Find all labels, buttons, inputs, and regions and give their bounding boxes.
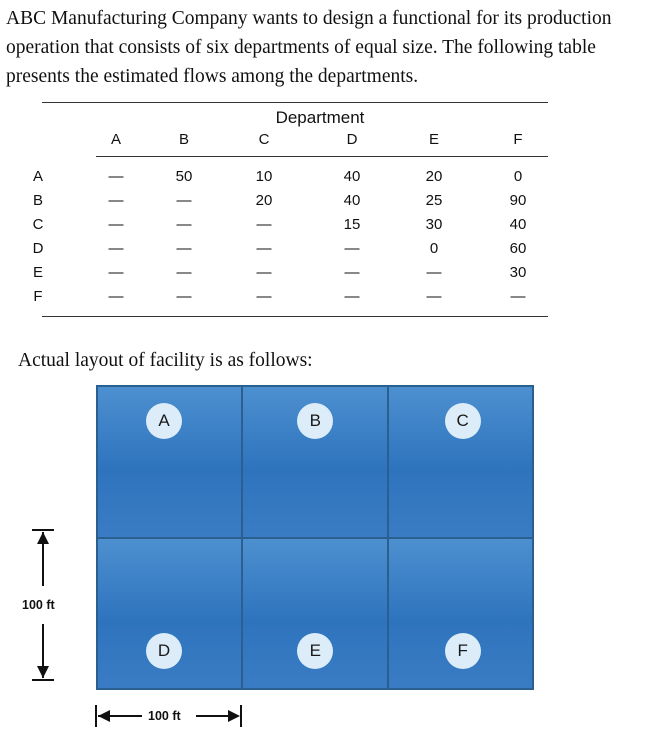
table-cell: 60 bbox=[509, 240, 527, 257]
column-header-c: C bbox=[258, 131, 270, 148]
table-cell: 40 bbox=[343, 192, 361, 209]
row-header-c: C bbox=[32, 216, 44, 233]
vertical-dimension-label: 100 ft bbox=[22, 598, 55, 612]
table-cell: — bbox=[510, 288, 526, 305]
department-bay-b bbox=[243, 387, 386, 537]
bay-label-f: F bbox=[445, 633, 481, 669]
facility-layout-grid bbox=[96, 385, 534, 690]
table-cell: — bbox=[176, 264, 192, 281]
row-header-e: E bbox=[32, 264, 43, 281]
table-cell: — bbox=[176, 240, 192, 257]
table-cell: — bbox=[176, 216, 192, 233]
department-bay-c bbox=[389, 387, 532, 537]
table-cell: 20 bbox=[255, 192, 273, 209]
department-bay-e bbox=[243, 539, 386, 689]
table-cell: 40 bbox=[343, 168, 361, 185]
table-header-rule bbox=[96, 156, 548, 157]
bay-label-d: D bbox=[146, 633, 182, 669]
table-cell: — bbox=[256, 264, 272, 281]
table-cell: — bbox=[344, 264, 360, 281]
column-header-f: F bbox=[513, 131, 523, 148]
table-cell: — bbox=[256, 216, 272, 233]
table-cell: — bbox=[108, 216, 124, 233]
column-header-d: D bbox=[346, 131, 358, 148]
table-cell: — bbox=[426, 288, 442, 305]
table-cell: — bbox=[344, 240, 360, 257]
table-top-rule bbox=[42, 102, 548, 103]
row-header-a: A bbox=[32, 168, 43, 185]
table-cell: — bbox=[108, 240, 124, 257]
department-bay-f bbox=[389, 539, 532, 689]
table-cell: — bbox=[176, 192, 192, 209]
table-cell: 30 bbox=[425, 216, 443, 233]
problem-statement: ABC Manufacturing Company wants to design a functional for its production operation that consists of six departments of equal size. The following table presents the estimated flows among the departments. bbox=[6, 8, 612, 87]
table-bottom-rule bbox=[42, 316, 548, 317]
column-header-e: E bbox=[428, 131, 439, 148]
table-cell: — bbox=[108, 288, 124, 305]
table-cell: 20 bbox=[425, 168, 443, 185]
row-header-f: F bbox=[33, 288, 43, 305]
table-super-header: Department bbox=[275, 108, 365, 127]
vertical-dimension-arrow-down-icon bbox=[30, 620, 56, 682]
bay-label-e: E bbox=[297, 633, 333, 669]
layout-caption: Actual layout of facility is as follows: bbox=[18, 350, 313, 371]
table-cell: — bbox=[256, 240, 272, 257]
table-cell: 15 bbox=[343, 216, 361, 233]
table-cell: 0 bbox=[429, 240, 439, 257]
table-cell: 0 bbox=[513, 168, 523, 185]
horizontal-dimension-arrow-right-icon bbox=[194, 703, 244, 729]
vertical-dimension-arrow-up-icon bbox=[30, 528, 56, 590]
column-header-b: B bbox=[178, 131, 189, 148]
horizontal-dimension-arrow-left-icon bbox=[94, 703, 144, 729]
row-header-b: B bbox=[32, 192, 43, 209]
table-cell: — bbox=[344, 288, 360, 305]
department-bay-a bbox=[98, 387, 241, 537]
table-cell: — bbox=[108, 264, 124, 281]
table-cell: 10 bbox=[255, 168, 273, 185]
table-cell: — bbox=[108, 168, 124, 185]
table-cell: 30 bbox=[509, 264, 527, 281]
column-header-a: A bbox=[110, 131, 121, 148]
table-cell: 25 bbox=[425, 192, 443, 209]
bay-label-a: A bbox=[146, 403, 182, 439]
table-cell: — bbox=[426, 264, 442, 281]
row-header-d: D bbox=[32, 240, 44, 257]
bay-label-c: C bbox=[445, 403, 481, 439]
table-cell: 90 bbox=[509, 192, 527, 209]
horizontal-dimension-label: 100 ft bbox=[148, 709, 181, 723]
table-cell: 50 bbox=[175, 168, 193, 185]
table-cell: — bbox=[256, 288, 272, 305]
table-cell: 40 bbox=[509, 216, 527, 233]
department-bay-d bbox=[98, 539, 241, 689]
table-cell: — bbox=[108, 192, 124, 209]
bay-label-b: B bbox=[297, 403, 333, 439]
table-cell: — bbox=[176, 288, 192, 305]
